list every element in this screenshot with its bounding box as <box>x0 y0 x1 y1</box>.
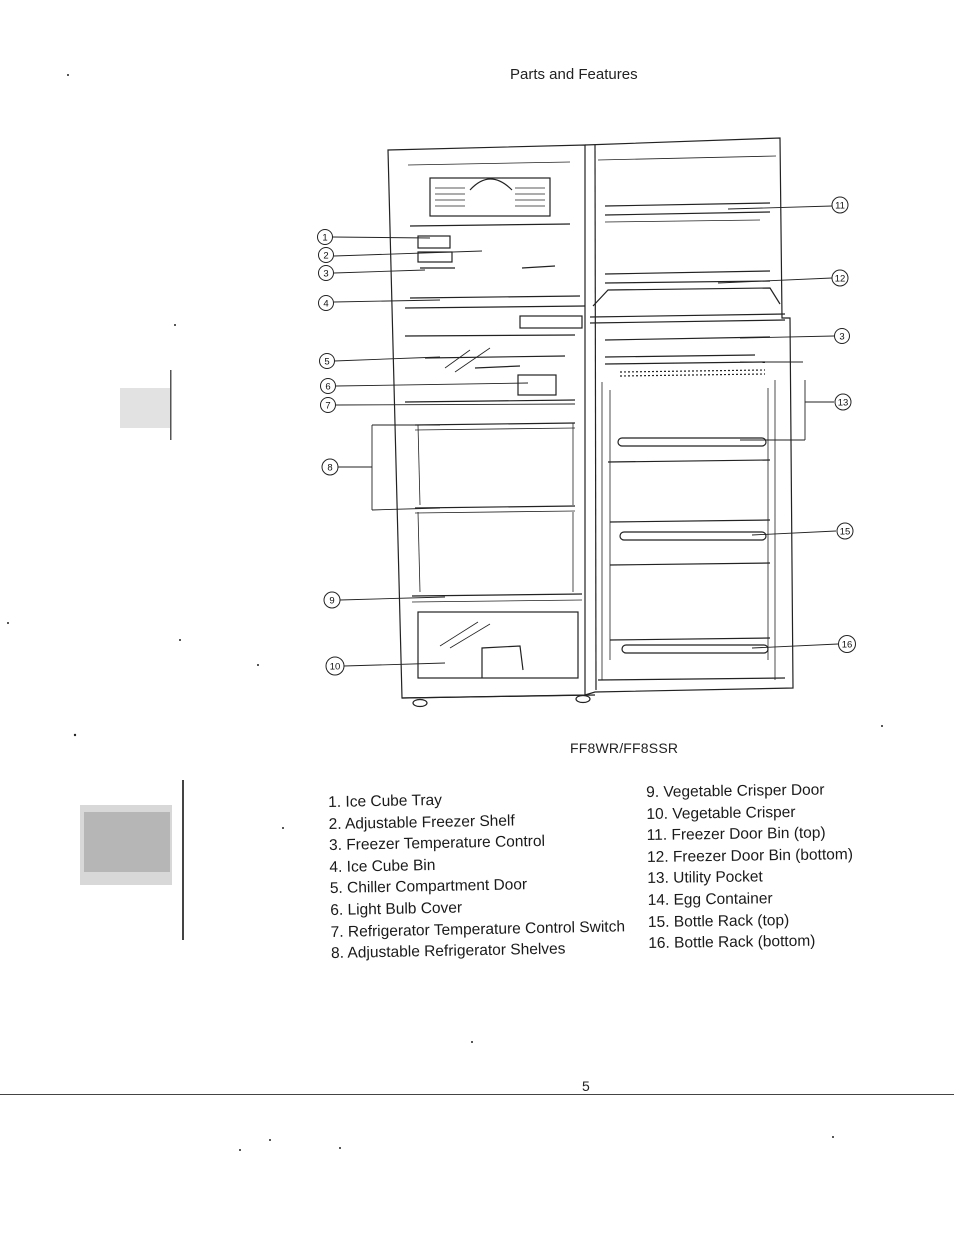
shelf-side-l2 <box>418 512 420 592</box>
fridge-shelf-1b <box>415 428 575 430</box>
part-item: 11. Freezer Door Bin (top) <box>646 824 826 845</box>
part-item: 12. Freezer Door Bin (bottom) <box>646 845 854 866</box>
door-gap <box>595 145 596 690</box>
door-divider-2 <box>590 320 785 323</box>
divider <box>405 306 585 308</box>
part-item: 5. Chiller Compartment Door <box>329 876 528 898</box>
part-item: 10. Vegetable Crisper <box>646 803 796 823</box>
control-line <box>405 400 575 402</box>
vent-slots <box>435 188 545 206</box>
callout-text: 16 <box>841 639 853 651</box>
utility-pocket <box>618 438 766 446</box>
foot-left <box>413 700 427 707</box>
footer-rule <box>0 1094 954 1095</box>
chiller-hatch-2 <box>455 348 490 372</box>
shelf-rail <box>522 266 555 268</box>
scan-blotch-dark <box>84 812 170 872</box>
speck <box>339 1147 341 1149</box>
egg-row-2 <box>620 374 765 376</box>
foot-right <box>576 696 590 703</box>
callout-text: 13 <box>837 397 849 409</box>
bottle-rack-top <box>620 532 766 540</box>
speck <box>269 1139 271 1141</box>
ice-bin-line <box>410 296 580 298</box>
temp-control <box>418 252 452 262</box>
freezer-door-bin-bottom <box>605 271 770 274</box>
door-bottom <box>598 678 785 680</box>
part-item: 6. Light Bulb Cover <box>330 899 463 919</box>
chiller-hatch <box>445 350 470 368</box>
speck <box>282 827 284 829</box>
speck <box>239 1149 241 1151</box>
scan-edge-line <box>182 780 184 940</box>
parts-list-left <box>328 786 626 964</box>
callout-text: 7 <box>325 400 331 412</box>
egg-row <box>620 370 765 372</box>
crisper-door-b <box>412 600 582 602</box>
part-item: 1. Ice Cube Tray <box>328 791 443 811</box>
part-item: 16. Bottle Rack (bottom) <box>648 932 816 953</box>
callout-text: 12 <box>834 273 846 285</box>
rack-bottom-line <box>610 638 770 640</box>
vent-arc <box>470 179 512 190</box>
parts-list-right <box>646 779 854 955</box>
chiller-vent <box>520 316 582 328</box>
cabinet-base <box>402 695 595 698</box>
fridge-shelf-2b <box>415 511 575 513</box>
rack-base-line <box>610 563 770 565</box>
crisper-handle <box>482 646 523 678</box>
crisper-door <box>412 594 582 596</box>
callout-text: 8 <box>327 462 333 474</box>
callout-text: 9 <box>329 595 335 607</box>
part-item: 9. Vegetable Crisper Door <box>646 781 825 801</box>
callout-text: 1 <box>322 232 328 244</box>
part-item: 4. Ice Cube Bin <box>329 856 436 876</box>
freezer-door-bin-top-b <box>605 212 770 215</box>
callout-numbers <box>322 201 852 673</box>
freezer-door-top <box>598 156 776 160</box>
chiller-base <box>475 366 520 368</box>
callout-text: 3 <box>839 331 845 343</box>
callout-text: 5 <box>324 356 330 368</box>
page-number: 5 <box>582 1078 590 1094</box>
speck <box>832 1136 834 1138</box>
part-item: 15. Bottle Rack (top) <box>647 911 790 931</box>
callout-text: 2 <box>323 250 329 262</box>
egg-container <box>605 355 755 357</box>
callout-text: 11 <box>835 200 845 212</box>
chiller-door <box>425 356 565 358</box>
freezer-shelf-line <box>410 224 570 226</box>
chiller-top <box>405 335 575 336</box>
part-item: 7. Refrigerator Temperature Control Switch <box>330 917 626 941</box>
model-number: FF8WR/FF8SSR <box>570 740 679 756</box>
callout-text: 6 <box>325 381 331 393</box>
freezer-door-bin-top-c <box>605 220 760 222</box>
freezer-door-bottom-rim <box>593 288 780 306</box>
pocket-base <box>608 460 770 462</box>
rack-top-line <box>610 520 770 522</box>
bottle-rack-bottom <box>622 645 768 653</box>
part-item: 13. Utility Pocket <box>647 868 763 888</box>
speck <box>471 1041 473 1043</box>
shelf-side-l <box>418 425 420 505</box>
part-item: 2. Adjustable Freezer Shelf <box>328 812 515 833</box>
freezer-door-bin-top <box>605 203 770 206</box>
door-divider <box>590 314 785 317</box>
freezer-vent <box>430 178 550 216</box>
callout-text: 15 <box>839 526 851 538</box>
part-item: 3. Freezer Temperature Control <box>328 833 546 855</box>
page-title: Parts and Features <box>510 66 638 83</box>
freezer-top-line <box>408 162 570 165</box>
part-item: 14. Egg Container <box>647 890 773 909</box>
light-bulb-cover <box>518 375 556 395</box>
part-item: 8. Adjustable Refrigerator Shelves <box>330 940 566 963</box>
callout-text: 4 <box>323 298 329 310</box>
callout-text: 10 <box>329 661 341 673</box>
callout-text: 3 <box>323 268 329 280</box>
